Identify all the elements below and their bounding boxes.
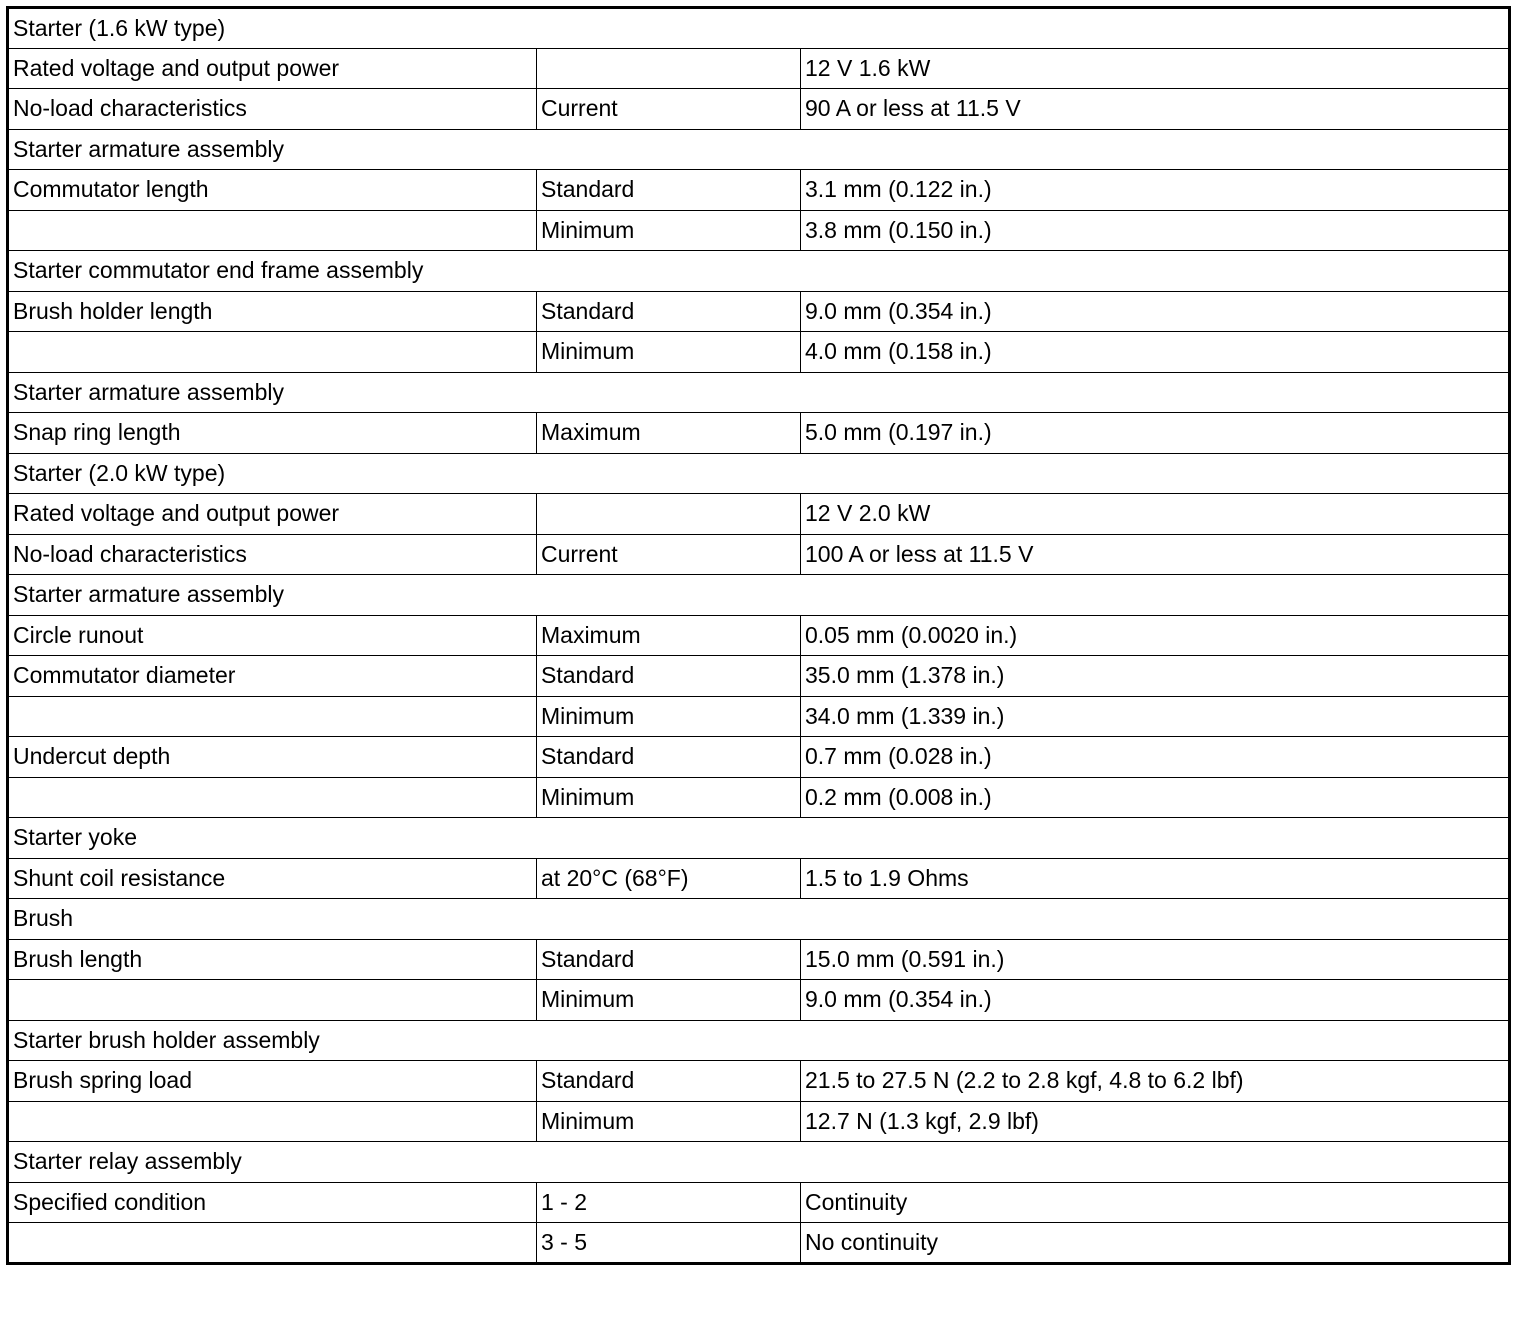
value-cell: 34.0 mm (1.339 in.)	[801, 696, 1510, 737]
condition-cell: Minimum	[537, 1101, 801, 1142]
section-title: Starter armature assembly	[8, 575, 1510, 616]
condition-cell: Standard	[537, 939, 801, 980]
item-cell: Undercut depth	[8, 737, 537, 778]
condition-cell	[537, 48, 801, 89]
specification-table-body	[8, 8, 1510, 1264]
condition-cell: Maximum	[537, 413, 801, 454]
section-header-row	[8, 575, 1510, 616]
value-cell: 21.5 to 27.5 N (2.2 to 2.8 kgf, 4.8 to 6.2 lbf)	[801, 1061, 1510, 1102]
table-row	[8, 534, 1510, 575]
item-cell	[8, 210, 537, 251]
value-cell: 4.0 mm (0.158 in.)	[801, 332, 1510, 373]
condition-cell: Standard	[537, 1061, 801, 1102]
value-cell: 35.0 mm (1.378 in.)	[801, 656, 1510, 697]
section-title: Starter armature assembly	[8, 372, 1510, 413]
table-row	[8, 1223, 1510, 1264]
section-header-row	[8, 453, 1510, 494]
item-cell: Circle runout	[8, 615, 537, 656]
value-cell: 0.05 mm (0.0020 in.)	[801, 615, 1510, 656]
value-cell: 12 V 2.0 kW	[801, 494, 1510, 535]
section-title: Brush	[8, 899, 1510, 940]
section-header-row	[8, 899, 1510, 940]
item-cell: Snap ring length	[8, 413, 537, 454]
value-cell: 0.2 mm (0.008 in.)	[801, 777, 1510, 818]
section-title: Starter brush holder assembly	[8, 1020, 1510, 1061]
value-cell: Continuity	[801, 1182, 1510, 1223]
section-title: Starter yoke	[8, 818, 1510, 859]
table-row	[8, 48, 1510, 89]
condition-cell: Current	[537, 534, 801, 575]
table-row	[8, 170, 1510, 211]
condition-cell: Minimum	[537, 210, 801, 251]
item-cell: Rated voltage and output power	[8, 48, 537, 89]
table-row	[8, 494, 1510, 535]
item-cell	[8, 332, 537, 373]
condition-cell: at 20°C (68°F)	[537, 858, 801, 899]
value-cell: 100 A or less at 11.5 V	[801, 534, 1510, 575]
item-cell: Specified condition	[8, 1182, 537, 1223]
item-cell: Brush holder length	[8, 291, 537, 332]
section-title: Starter (2.0 kW type)	[8, 453, 1510, 494]
value-cell: 9.0 mm (0.354 in.)	[801, 980, 1510, 1021]
condition-cell: Minimum	[537, 777, 801, 818]
item-cell: No-load characteristics	[8, 89, 537, 130]
condition-cell: Standard	[537, 737, 801, 778]
table-row	[8, 656, 1510, 697]
condition-cell: 3 - 5	[537, 1223, 801, 1264]
value-cell: 1.5 to 1.9 Ohms	[801, 858, 1510, 899]
item-cell: Commutator length	[8, 170, 537, 211]
table-row	[8, 980, 1510, 1021]
condition-cell: Standard	[537, 170, 801, 211]
item-cell	[8, 980, 537, 1021]
condition-cell: Maximum	[537, 615, 801, 656]
value-cell: 0.7 mm (0.028 in.)	[801, 737, 1510, 778]
condition-cell: Current	[537, 89, 801, 130]
item-cell: No-load characteristics	[8, 534, 537, 575]
section-header-row	[8, 129, 1510, 170]
section-title: Starter (1.6 kW type)	[8, 8, 1510, 49]
condition-cell	[537, 494, 801, 535]
value-cell: No continuity	[801, 1223, 1510, 1264]
condition-cell: Minimum	[537, 332, 801, 373]
condition-cell: Standard	[537, 656, 801, 697]
value-cell: 3.1 mm (0.122 in.)	[801, 170, 1510, 211]
condition-cell: Minimum	[537, 696, 801, 737]
table-row	[8, 413, 1510, 454]
table-row	[8, 858, 1510, 899]
table-row	[8, 737, 1510, 778]
item-cell	[8, 1101, 537, 1142]
section-header-row	[8, 251, 1510, 292]
section-header-row	[8, 1142, 1510, 1183]
section-title: Starter commutator end frame assembly	[8, 251, 1510, 292]
table-row	[8, 332, 1510, 373]
table-row	[8, 89, 1510, 130]
section-header-row	[8, 818, 1510, 859]
table-row	[8, 291, 1510, 332]
section-header-row	[8, 372, 1510, 413]
section-title: Starter relay assembly	[8, 1142, 1510, 1183]
table-row	[8, 210, 1510, 251]
table-row	[8, 1061, 1510, 1102]
section-title: Starter armature assembly	[8, 129, 1510, 170]
item-cell: Shunt coil resistance	[8, 858, 537, 899]
item-cell: Rated voltage and output power	[8, 494, 537, 535]
item-cell: Commutator diameter	[8, 656, 537, 697]
specification-table	[6, 6, 1511, 1265]
item-cell	[8, 1223, 537, 1264]
section-header-row	[8, 8, 1510, 49]
value-cell: 5.0 mm (0.197 in.)	[801, 413, 1510, 454]
condition-cell: Standard	[537, 291, 801, 332]
table-row	[8, 696, 1510, 737]
value-cell: 12 V 1.6 kW	[801, 48, 1510, 89]
item-cell: Brush spring load	[8, 1061, 537, 1102]
value-cell: 12.7 N (1.3 kgf, 2.9 lbf)	[801, 1101, 1510, 1142]
value-cell: 90 A or less at 11.5 V	[801, 89, 1510, 130]
table-row	[8, 1182, 1510, 1223]
table-row	[8, 777, 1510, 818]
value-cell: 15.0 mm (0.591 in.)	[801, 939, 1510, 980]
item-cell: Brush length	[8, 939, 537, 980]
table-row	[8, 939, 1510, 980]
condition-cell: Minimum	[537, 980, 801, 1021]
item-cell	[8, 777, 537, 818]
section-header-row	[8, 1020, 1510, 1061]
condition-cell: 1 - 2	[537, 1182, 801, 1223]
item-cell	[8, 696, 537, 737]
value-cell: 3.8 mm (0.150 in.)	[801, 210, 1510, 251]
table-row	[8, 1101, 1510, 1142]
value-cell: 9.0 mm (0.354 in.)	[801, 291, 1510, 332]
table-row	[8, 615, 1510, 656]
